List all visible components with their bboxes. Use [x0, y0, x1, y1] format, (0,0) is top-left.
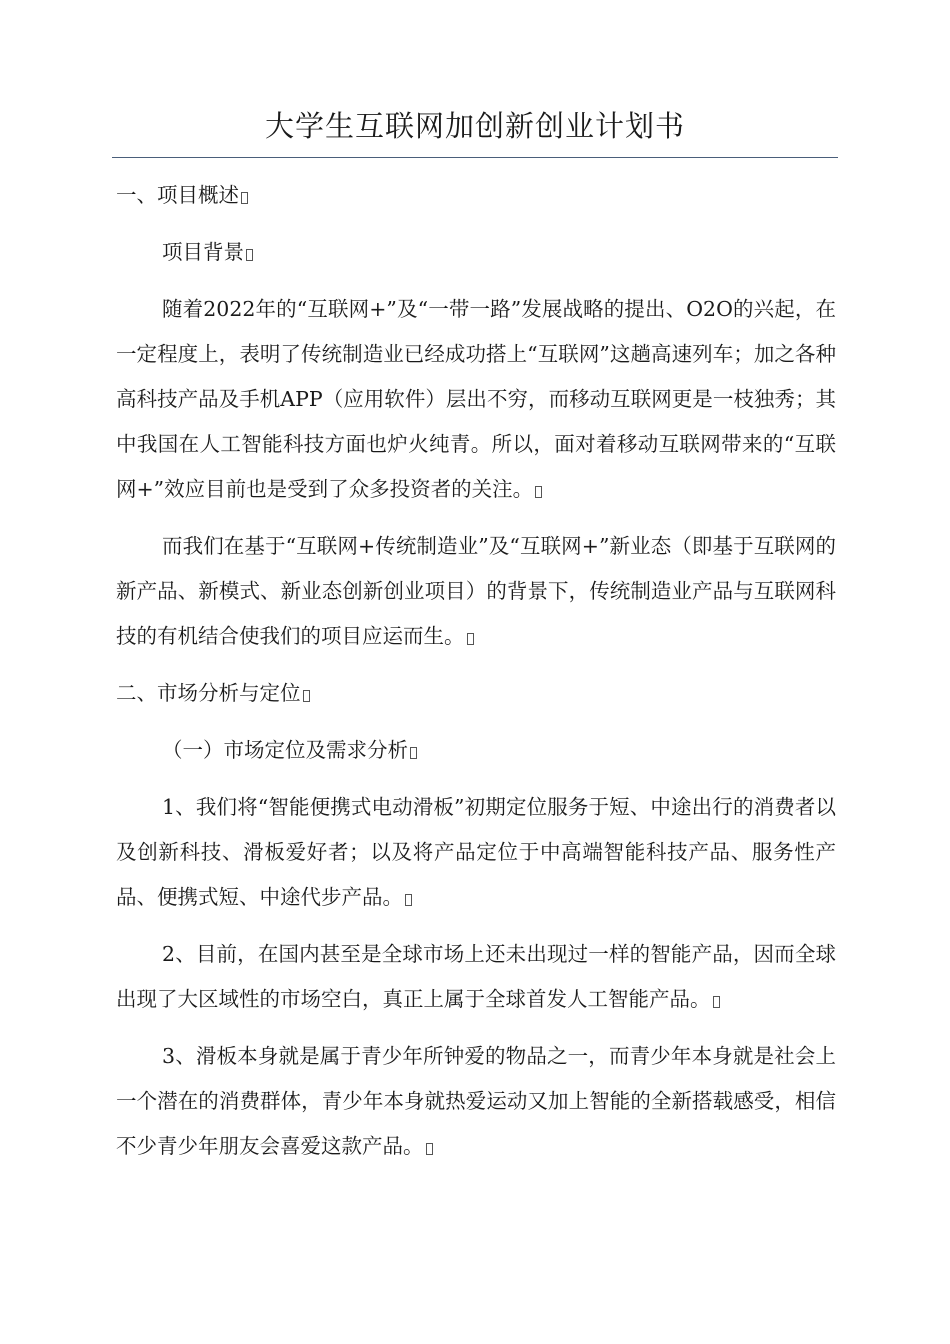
paragraph-mark-icon — [713, 996, 720, 1008]
paragraph-market-1: 1、我们将“智能便携式电动滑板”初期定位服务于短、中途出行的消费者以及创新科技、滑板爱好者；以及将产品定位于中高端智能科技产品、服务性产品、便携式短、中途代步产品。 — [116, 795, 836, 909]
paragraph-mark-icon — [303, 690, 310, 702]
document-body — [116, 173, 836, 1181]
paragraph-mark-icon — [535, 486, 542, 498]
paragraph-background-1: 随着2022年的“互联网+”及“一带一路”发展战略的提出、O2O的兴起，在一定程度上，表明了传统制造业已经成功搭上“互联网”这趟高速列车；加之各种高科技产品及手机APP（应用软件）层出不穷，而移动互联网更是一枝独秀；其中我国在人工智能科技方面也炉火纯青。所以，面对着移动互联网带来的“互联网+”效应目前也是受到了众多投资者的关注。 — [116, 297, 836, 501]
paragraph-mark-icon — [467, 633, 474, 645]
subsection-heading-background: 项目背景 — [116, 230, 836, 275]
paragraph-mark-icon — [410, 747, 417, 759]
paragraph-background-2: 而我们在基于“互联网+传统制造业”及“互联网+”新业态（即基于互联网的新产品、新模式、新业态创新创业项目）的背景下，传统制造业产品与互联网科技的有机结合使我们的项目应运而生。 — [116, 534, 836, 648]
section-heading-market: 二、市场分析与定位 — [116, 671, 836, 716]
document-title: 大学生互联网加创新创业计划书 — [264, 109, 685, 143]
paragraph-market-3: 3、滑板本身就是属于青少年所钟爱的物品之一，而青少年本身就是社会上一个潜在的消费群体，青少年本身就热爱运动又加上智能的全新搭载感受，相信不少青少年朋友会喜爱这款产品。 — [116, 1044, 836, 1158]
section-heading-overview: 一、项目概述 — [116, 173, 836, 218]
paragraph-mark-icon — [405, 894, 412, 906]
paragraph-mark-icon — [246, 249, 253, 261]
subsection-heading-positioning: （一）市场定位及需求分析 — [116, 728, 836, 773]
title-divider — [112, 157, 838, 158]
paragraph-mark-icon — [241, 192, 248, 204]
paragraph-mark-icon — [426, 1143, 433, 1155]
paragraph-market-2: 2、目前，在国内甚至是全球市场上还未出现过一样的智能产品，因而全球出现了大区域性的市场空白，真正上属于全球首发人工智能产品。 — [116, 942, 836, 1011]
